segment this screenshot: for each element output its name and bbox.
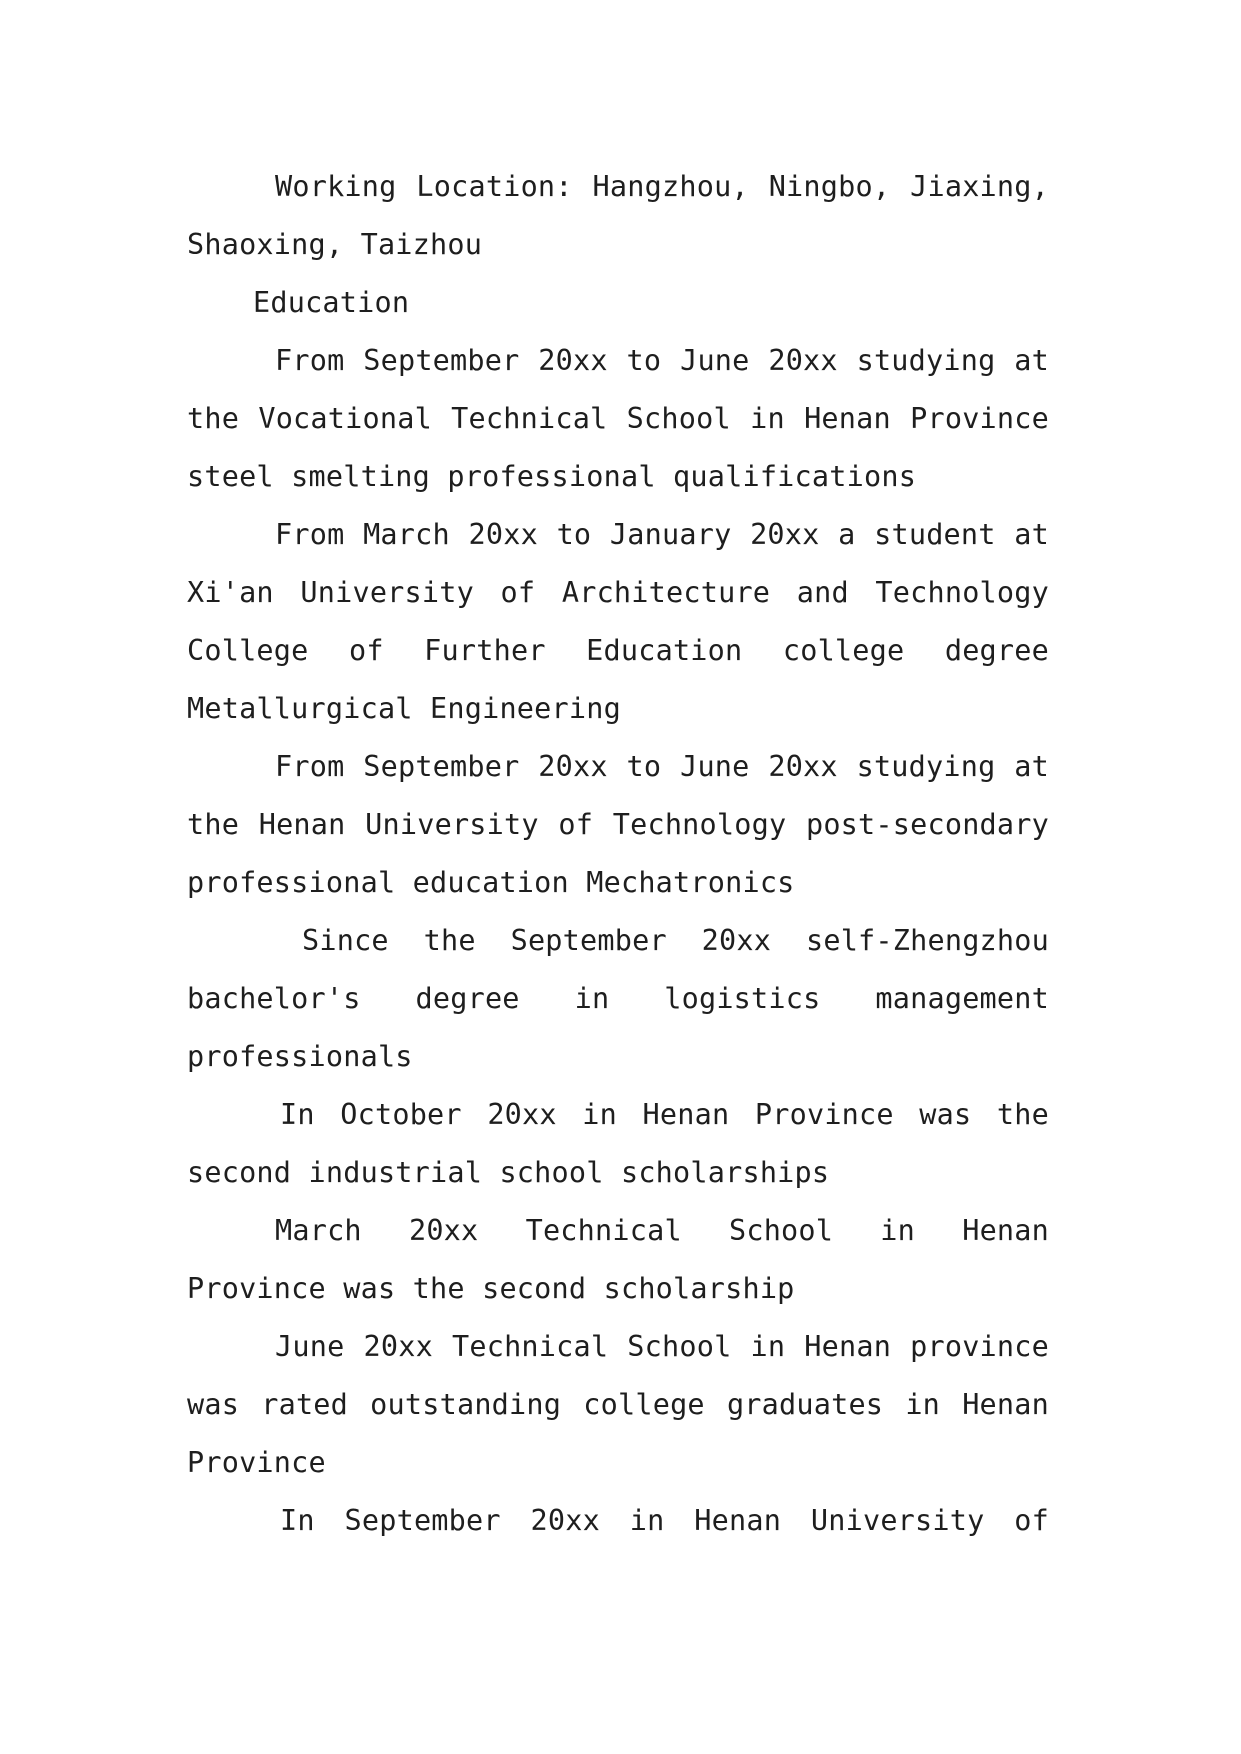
- award-entry-3: June 20xx Technical School in Henan province was rated outstanding college graduates in Henan Province: [187, 1330, 1049, 1479]
- education-entry-1: From September 20xx to June 20xx studying at the Vocational Technical School in Henan Province steel smelting professional qualifications: [187, 344, 1049, 493]
- education-heading: Education: [253, 286, 410, 319]
- document-body: [187, 158, 1049, 1550]
- award-entry-1: In October 20xx in Henan Province was the second industrial school scholarships: [187, 1098, 1049, 1189]
- award-entry-2: March 20xx Technical School in Henan Province was the second scholarship: [187, 1214, 1049, 1305]
- education-entry-3: From September 20xx to June 20xx studying at the Henan University of Technology post-secondary professional education Mechatronics: [187, 750, 1049, 899]
- working-location-paragraph: Working Location: Hangzhou, Ningbo, Jiaxing, Shaoxing, Taizhou: [187, 170, 1049, 261]
- education-entry-4: Since the September 20xx self-Zhengzhou bachelor's degree in logistics management professionals: [187, 924, 1049, 1073]
- award-entry-4: In September 20xx in Henan University of: [280, 1504, 1049, 1537]
- education-entry-2: From March 20xx to January 20xx a student at Xi'an University of Architecture and Technology College of Further Education college degree Metallurgical Engineering: [187, 518, 1049, 725]
